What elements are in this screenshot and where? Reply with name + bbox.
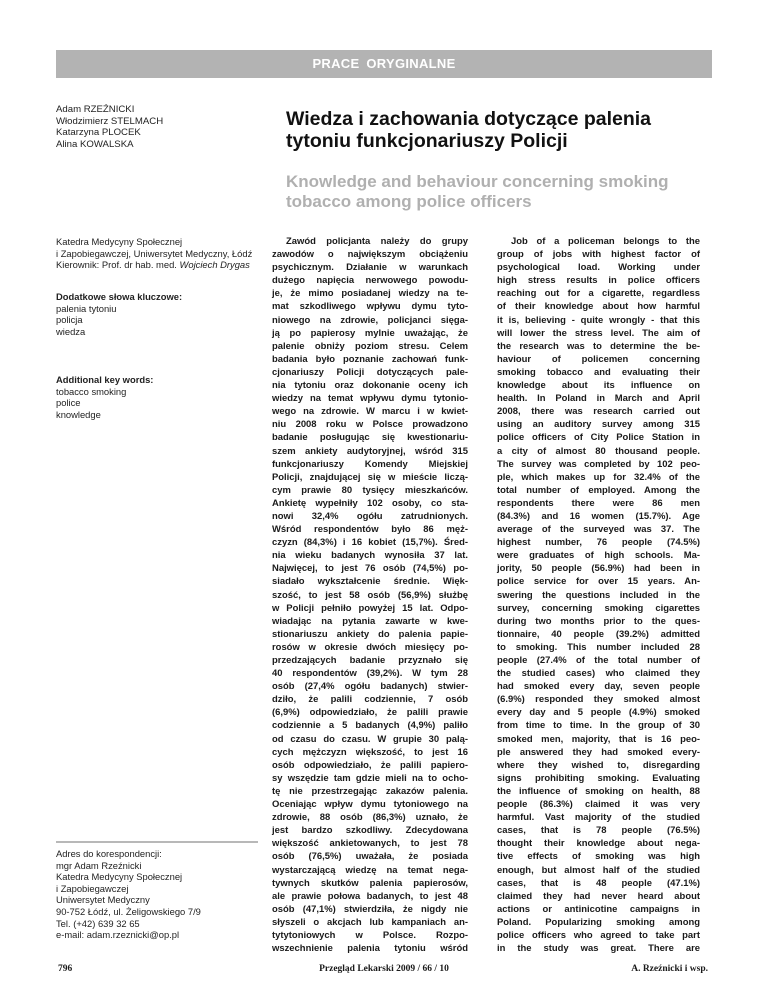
text-line: using an auditory survey among 315 xyxy=(497,419,700,431)
text-line: ple, which makes up for 32.4% of the xyxy=(497,471,700,483)
text-line: słyszeli o akcjach lub kampaniach an- xyxy=(272,916,468,928)
text-line: smoking tobacco and evaluating their xyxy=(497,366,700,378)
text-line: tionnaire, 40 people (39.2%) admitted xyxy=(497,628,700,640)
text-line: police officers of City Police Station in xyxy=(497,432,700,444)
text-line: cjonariuszy Policji dotyczących pale- xyxy=(272,366,468,378)
text-line: siadało wykształcenie średnie. Więk- xyxy=(272,576,468,588)
text-line: The survey was completed by 102 peo- xyxy=(497,458,700,470)
keywords-heading: Dodatkowe słowa kluczowe: xyxy=(56,291,183,302)
text-line: the influence of smoking on health, 88 xyxy=(497,785,700,797)
text-line: zdrowie, 88 osób (86,3%) uznało, że xyxy=(272,812,468,824)
text-line: badanie posługując się kwestionariu- xyxy=(272,432,468,444)
author: Katarzyna PLOCEK xyxy=(56,127,141,139)
address-line: e-mail: adam.rzeznicki@op.pl xyxy=(56,929,180,941)
head-prefix: Kierownik: Prof. dr hab. med. xyxy=(56,259,180,271)
text-line: wszechnienie palenia tytoniu wśród xyxy=(272,943,468,955)
affiliation-line: Katedra Medycyny Społecznej xyxy=(56,236,183,247)
text-line: 40 respondentów (39,2%). W tym 28 xyxy=(272,668,468,680)
text-line: cych mężczyzn większość, to jest 16 xyxy=(272,746,468,758)
text-line: actions or antinicotine campaigns in xyxy=(497,903,700,915)
text-line: psychicznym. Działanie w warunkach xyxy=(272,262,468,274)
text-line: mat szkodliwego wpływu dymu tyto- xyxy=(272,301,468,313)
journal-citation: Przegląd Lekarski 2009 / 66 / 10 xyxy=(319,964,449,974)
text-line: Job of a policeman belongs to the xyxy=(511,236,700,247)
text-line: survey, concerning smoking cigarettes xyxy=(497,602,700,614)
abstract-polish xyxy=(272,235,468,955)
text-line: cym prawie 80 tysięcy mieszkańców. xyxy=(272,484,468,496)
text-line: health. In Poland in March and April xyxy=(497,393,700,405)
text-line: sy wszędzie tam gdzie mieli na to ocho- xyxy=(272,772,468,784)
keyword: tobacco smoking xyxy=(56,385,127,397)
text-line: ale prawie połowa badanych, to jest 48 xyxy=(272,890,468,902)
text-line: dziło, że palili codziennie, 7 osób xyxy=(272,694,468,706)
text-line: police officers who agreed to take part xyxy=(497,929,700,941)
text-line: psychological load. Working under xyxy=(497,262,700,274)
text-line: Najwięcej, to jest 76 osób (74,5%) po- xyxy=(272,563,468,575)
text-line: niu 2008 roku w Polsce prowadzono xyxy=(272,419,468,431)
text-line: smoked men, majority, that is 16 peo- xyxy=(497,733,700,745)
section-header-bar xyxy=(56,50,712,78)
text-line: palenie obniży poziom stresu. Celem xyxy=(272,340,468,352)
text-line: swering the questions included in the xyxy=(497,589,700,601)
text-line: to smoking. This number included 28 xyxy=(497,641,700,653)
text-line: wiadając na pytania zawarte w kwe- xyxy=(272,615,468,627)
text-line: ple answered they had smoked every- xyxy=(497,746,700,758)
text-line: harmful. Vast majority of the studied xyxy=(497,812,700,824)
text-line: Ankietę wypełniły 102 osoby, co sta- xyxy=(272,497,468,509)
text-line: during two months prior to the ques- xyxy=(497,615,700,627)
text-line: czyzn (84,3%) i 16 kobiet (15,7%). Śred- xyxy=(272,537,468,549)
author: Adam RZEŹNICKI xyxy=(56,104,135,115)
text-line: average of the surveyed was 37. The xyxy=(497,524,700,536)
text-line: every day and 5 people (4.9%) smoked xyxy=(497,707,700,719)
text-line: were graduates of high schools. Ma- xyxy=(497,550,700,562)
text-line: will lower the stress level. The aim of xyxy=(497,327,700,339)
address-line: Uniwersytet Medyczny xyxy=(56,894,150,906)
running-author: A. Rzeźnicki i wsp. xyxy=(631,964,708,974)
head-name: Wojciech Drygas xyxy=(179,259,250,271)
text-line: haviour of policemen concerning xyxy=(497,353,700,365)
text-line: of their knowledge about how harmful xyxy=(497,301,700,313)
text-line: it is, believing - quite wrongly - that this xyxy=(497,314,700,326)
text-line: a city of almost 80 thousand people. xyxy=(497,445,700,457)
article-title: Wiedza i zachowania dotyczące palenia tytoniu funkcjonariuszy Policji xyxy=(286,108,652,152)
text-line: the studied cases) who claimed they xyxy=(497,668,700,680)
text-line: wiedzy na temat wpływu dymu tytonio- xyxy=(272,393,468,405)
text-line: reaching out for a cigarette, regardless xyxy=(497,288,700,300)
text-line: jest bardzo szkodliwy. Zdecydowana xyxy=(272,825,468,837)
text-line: badania było poznanie zachowań funk- xyxy=(272,353,468,365)
text-line: police service for over 15 years. An- xyxy=(497,576,700,588)
text-line: osób (76,5%) uważała, że posiada xyxy=(272,851,468,863)
text-line: total number of employed. Among the xyxy=(497,484,700,496)
text-line: szość, to jest 58 osób (56,9%) służbę xyxy=(272,589,468,601)
text-line: rosów w okresie dwóch miesięcy po- xyxy=(272,641,468,653)
text-line: niowego na zdrowie, policjanci sięga- xyxy=(272,314,468,326)
text-line: in the study was great. There are xyxy=(497,943,700,955)
page-number: 796 xyxy=(58,964,73,974)
text-line: cases, that is 48 people (47.1%) xyxy=(497,877,700,889)
text-line: szem ankiety audytoryjnej, wśród 315 xyxy=(272,445,468,457)
keyword: policja xyxy=(56,314,83,326)
text-line: codziennie a 5 badanych (4,9%) paliło xyxy=(272,720,468,732)
text-line: Poland. Popularizing smoking among xyxy=(497,916,700,928)
text-line: funkcjonariuszy Komendy Miejskiej xyxy=(272,458,468,470)
text-line: knowledge about its influence on xyxy=(497,380,700,392)
text-line: (84.3%) and 16 women (15.7%). Age xyxy=(497,510,700,522)
keywords-english xyxy=(56,374,266,420)
text-line: Wśród respondentów było 86 męż- xyxy=(272,524,468,536)
text-line: the research was to determine the be- xyxy=(497,340,700,352)
author-list xyxy=(56,104,163,150)
text-line: tę nie przestrzegając zakazów palenia. xyxy=(272,785,468,797)
keywords-polish xyxy=(56,291,266,337)
text-line: nia tytoniu oraz dokonanie oceny ich xyxy=(272,380,468,392)
text-line: tywnych skutków palenia papierosów, xyxy=(272,877,468,889)
text-line: przedzających badanie przyznało się xyxy=(272,655,468,666)
text-line: people (27.4% of the total number of xyxy=(497,655,700,666)
address-line: Katedra Medycyny Społecznej xyxy=(56,871,183,883)
text-line: od czasu do czasu. W grupie 30 palą- xyxy=(272,733,468,745)
text-line: zawodów o największym obciążeniu xyxy=(272,249,468,261)
text-line: had smoked every day, seven people xyxy=(497,681,700,693)
text-line: tive effects of smoking was high xyxy=(497,851,700,863)
correspondence-address xyxy=(56,848,266,941)
text-line: where they wished to, disregarding xyxy=(497,759,700,771)
text-line: (6.9%) responded they smoked almost xyxy=(497,694,700,706)
keywords-heading: Additional key words: xyxy=(56,374,154,385)
text-line: Oceniając wpływ dymu tytoniowego na xyxy=(272,799,468,811)
text-line: claimed they had never heard about xyxy=(497,890,700,902)
abstract-english xyxy=(497,235,700,955)
author: Włodzimierz STELMACH xyxy=(56,115,164,127)
text-line: nowi 32,4% ogółu zatrudnionych. xyxy=(272,510,468,522)
address-line: Adres do korespondencji: xyxy=(56,848,162,859)
text-line: Policji, znajdującej się w mieście liczą- xyxy=(272,471,468,483)
address-line: mgr Adam Rzeźnicki xyxy=(56,859,142,871)
address-line: Tel. (+42) 639 32 65 xyxy=(56,917,140,929)
address-line: i Zapobiegawczej xyxy=(56,882,129,894)
text-line: people (86.3%) claimed it was very xyxy=(497,799,700,811)
text-line: wego na zdrowie. W marcu i w kwiet- xyxy=(272,406,468,418)
text-line: respondents there were 86 men xyxy=(497,497,700,509)
affiliation xyxy=(56,236,266,271)
keyword: police xyxy=(56,397,81,409)
text-line: highest number, 76 people (74.5%) xyxy=(497,537,700,549)
text-line: signs prohibiting smoking. Evaluating xyxy=(497,772,700,784)
text-line: je, że mimo posiadanej wiedzy na te- xyxy=(272,288,468,300)
text-line: Zawód policjanta należy do grupy xyxy=(286,236,468,247)
text-line: w Policji pełniło powyżej 15 lat. Odpo- xyxy=(272,602,468,614)
text-line: stionariuszu ankiety do palenia papie- xyxy=(272,628,468,640)
text-line: ją po papierosy mylnie uważając, że xyxy=(272,327,468,339)
text-line: osób (27,4% ogółu badanych) stwier- xyxy=(272,681,468,693)
keyword: wiedza xyxy=(56,325,86,337)
text-line: tytytoniowych w Polsce. Rozpo- xyxy=(272,929,468,941)
text-line: osób (47,1%) stwierdziła, że nigdy nie xyxy=(272,903,468,915)
author: Alina KOWALSKA xyxy=(56,138,134,150)
keyword: knowledge xyxy=(56,408,101,420)
text-line: osób odpowiedziało, że palili papiero- xyxy=(272,759,468,771)
text-line: dużego napięcia nerwowego powodu- xyxy=(272,275,468,287)
keyword: palenia tytoniu xyxy=(56,302,117,314)
section-label: PRACE ORYGINALNE xyxy=(312,56,456,71)
text-line: cases, that is 78 people (76.5%) xyxy=(497,825,700,837)
text-line: 2008, there was research carried out xyxy=(497,406,700,418)
text-line: wystarczającą wiedzę na temat nega- xyxy=(272,864,468,876)
text-line: thought their knowledge about nega- xyxy=(497,838,700,850)
text-line: większość ankietowanych, to jest 78 xyxy=(272,838,468,850)
text-line: (6,9%) odpowiedziało, że palili prawie xyxy=(272,707,468,719)
text-line: nia wieku badanych wynosiła 37 lat. xyxy=(272,550,468,562)
text-line: from time to time. In the group of 30 xyxy=(497,720,700,732)
text-line: enough, but almost half of the studied xyxy=(497,864,700,876)
address-line: 90-752 Łódź, ul. Żeligowskiego 7/9 xyxy=(56,905,201,917)
divider xyxy=(56,841,258,843)
text-line: jority, 50 people (56.9%) had been in xyxy=(497,563,700,575)
department-head xyxy=(56,259,266,271)
article-subtitle: Knowledge and behaviour concerning smoking tobacco among police officers xyxy=(286,172,669,211)
text-line: high stress results in police officers xyxy=(497,275,700,287)
text-line: group of jobs with highest factor of xyxy=(497,249,700,261)
affiliation-line: i Zapobiegawczej, Uniwersytet Medyczny, Łódź xyxy=(56,247,253,259)
